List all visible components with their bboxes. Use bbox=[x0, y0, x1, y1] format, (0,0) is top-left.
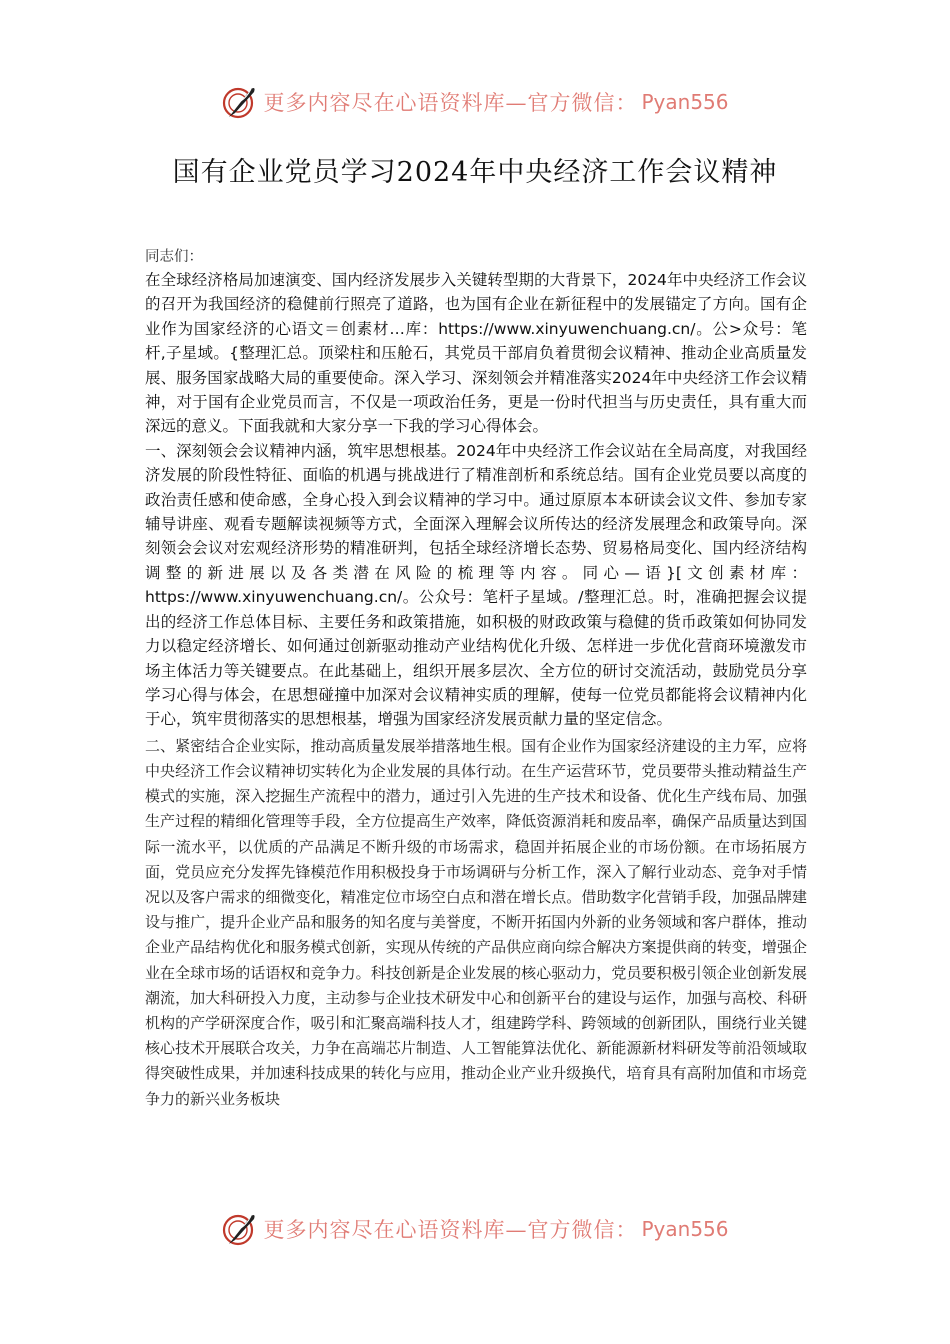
watermark-wechat-handle: Pyan556 bbox=[641, 90, 729, 114]
paragraph-section-two: 二、紧密结合企业实际，推动高质量发展举措落地生根。国有企业作为国家经济建设的主力军，应将中央经济工作会议精神切实转化为企业发展的具体行动。在生产运营环节，党员要带头推动精益生产模式的实施，深入挖掘生产流程中的潜力，通过引入先进的生产技术和设备、优化生产线布局、加强生产过程的精细化管理等手段，全方位提高生产效率，降低资源消耗和废品率，确保产品质量达到国际一流水平，以优质的产品满足不断升级的市场需求，稳固并拓展企业的市场份额。在市场拓展方面，党员应充分发挥先锋模范作用积极投身于市场调研与分析工作，深入了解行业动态、竞争对手情况以及客户需求的细微变化，精准定位市场空白点和潜在增长点。借助数字化营销手段，加强品牌建设与推广，提升企业产品和服务的知名度与美誉度，不断开拓国内外新的业务领域和客户群体，推动企业产品结构优化和服务模式创新，实现从传统的产品供应商向综合解决方案提供商的转变，增强企业在全球市场的话语权和竞争力。科技创新是企业发展的核心驱动力，党员要积极引领企业创新发展潮流，加大科研投入力度，主动参与企业技术研发中心和创新平台的建设与运作，加强与高校、科研机构的产学研深度合作，吸引和汇聚高端科技人才，组建跨学科、跨领域的创新团队，围绕行业关键核心技术开展联合攻关，力争在高端芯片制造、人工智能算法优化、新能源新材料研发等前沿领域取得突破性成果，并加速科技成果的转化与应用，推动企业产业升级换代，培育具有高附加值和市场竞争力的新兴业务板块 bbox=[145, 736, 807, 1108]
watermark-text: 更多内容尽在心语资料库—官方微信： bbox=[263, 91, 638, 115]
watermark-text: 更多内容尽在心语资料库—官方微信： bbox=[263, 1218, 638, 1242]
footer-watermark-banner bbox=[0, 1207, 950, 1251]
quill-logo-icon bbox=[221, 1210, 259, 1248]
document-title: 国有企业党员学习2024年中央经济工作会议精神 bbox=[172, 157, 778, 188]
header-watermark-banner bbox=[0, 80, 950, 124]
watermark-wechat-handle: Pyan556 bbox=[641, 1217, 729, 1241]
document-body bbox=[145, 246, 807, 1112]
greeting: 同志们： bbox=[145, 249, 203, 265]
paragraph-intro: 在全球经济格局加速演变、国内经济发展步入关键转型期的大背景下，2024年中央经济工作会议的召开为我国经济的稳健前行照亮了道路，也为国有企业在新征程中的发展锚定了方向。国有企业作为国家经济的心语文＝创素材…库：https://www.xinyuwenchuang.cn/。公>众号：笔杆,子星域。{整理汇总。顶梁柱和压舱石，其党员干部肩负着贯彻会议精神、推动企业高质量发展、服务国家战略大局的重要使命。深入学习、深刻领会并精准落实2024年中央经济工作会议精神，对于国有企业党员而言，不仅是一项政治任务，更是一份时代担当与历史责任，具有重大而深远的意义。下面我就和大家分享一下我的学习心得体会。 bbox=[145, 271, 807, 436]
paragraph-section-one: 一、深刻领会会议精神内涵，筑牢思想根基。2024年中央经济工作会议站在全局高度，对我国经济发展的阶段性特征、面临的机遇与挑战进行了精准剖析和系统总结。国有企业党员要以高度的政治责任感和使命感，全身心投入到会议精神的学习中。通过原原本本研读会议文件、参加专家辅导讲座、观看专题解读视频等方式，全面深入理解会议所传达的经济发展理念和政策导向。深刻领会会议对宏观经济形势的精准研判，包括全球经济增长态势、贸易格局变化、国内经济结构调整的新进展以及各类潜在风险的梳理等内容。同心—语}[文创素材库：https://www.xinyuwenchuang.cn/。公众号：笔杆子星域。/整理汇总。时，准确把握会议提出的经济工作总体目标、主要任务和政策措施，如积极的财政政策与稳健的货币政策如何协同发力以稳定经济增长、如何通过创新驱动推动产业结构优化升级、怎样进一步优化营商环境激发市场主体活力等关键要点。在此基础上，组织开展多层次、全方位的研讨交流活动，鼓励党员分享学习心得与体会，在思想碰撞中加深对会议精神实质的理解，使每一位党员都能将会议精神内化于心，筑牢贯彻落实的思想根基，增强为国家经济发展贡献力量的坚定信念。 bbox=[145, 441, 807, 729]
quill-logo-icon bbox=[221, 83, 259, 121]
